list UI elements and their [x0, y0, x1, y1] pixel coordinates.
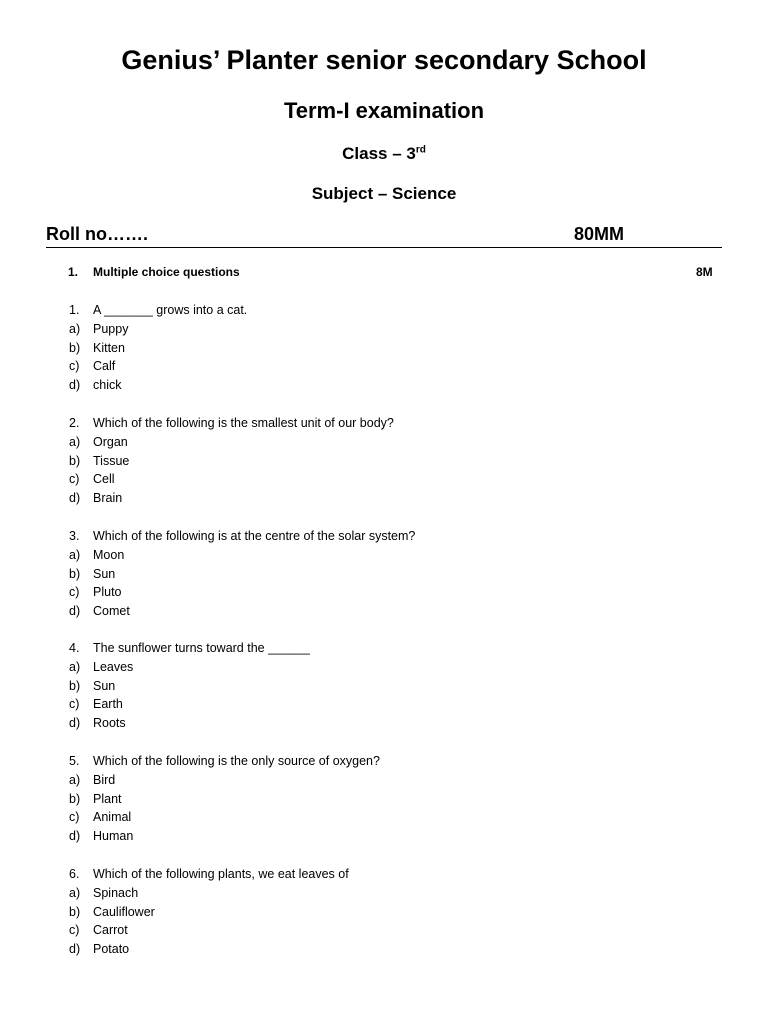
answer-option-text: Tissue — [93, 453, 130, 468]
answer-option-text: Potato — [93, 942, 130, 957]
answer-option-label: a) — [69, 659, 81, 674]
answer-option-label: a) — [69, 885, 81, 900]
answer-option-label: b) — [69, 340, 81, 355]
answer-option — [0, 472, 700, 490]
answer-option — [0, 378, 700, 396]
answer-option-label: a) — [69, 434, 81, 449]
answer-option-label: c) — [69, 585, 80, 600]
answer-option — [0, 905, 700, 923]
answer-option — [0, 435, 700, 453]
question-stem — [0, 416, 700, 434]
answer-option-label: a) — [69, 772, 81, 787]
question-stem-text: The sunflower turns toward the ______ — [93, 641, 310, 655]
answer-option-label: b) — [69, 678, 81, 693]
answer-option-text: Puppy — [93, 321, 129, 336]
answer-option — [0, 923, 700, 941]
class-line — [0, 144, 768, 164]
question-stem — [0, 303, 700, 321]
section-title: Multiple choice questions — [93, 265, 240, 279]
answer-option-label: b) — [69, 566, 81, 581]
answer-option-text: Leaves — [93, 659, 134, 674]
answer-option-text: Organ — [93, 434, 128, 449]
question-stem-text: A _______ grows into a cat. — [93, 303, 248, 317]
answer-option-label: d) — [69, 942, 81, 957]
answer-option — [0, 886, 700, 904]
answer-option-text: Cell — [93, 472, 115, 487]
answer-option-label: d) — [69, 491, 81, 506]
answer-option — [0, 491, 700, 509]
answer-option — [0, 792, 700, 810]
question-stem-text: Which of the following plants, we eat leaves of — [93, 867, 349, 881]
answer-option-text: Comet — [93, 604, 130, 619]
answer-option — [0, 773, 700, 791]
question-stem-label: 3. — [69, 529, 80, 543]
answer-option-text: Sun — [93, 678, 116, 693]
max-marks: 80MM — [574, 224, 625, 244]
answer-option — [0, 341, 700, 359]
answer-option-label: b) — [69, 453, 81, 468]
answer-option-label: b) — [69, 904, 81, 919]
answer-option-text: Kitten — [93, 340, 125, 355]
answer-option-label: a) — [69, 547, 81, 562]
class-text: Class – 3 — [342, 144, 416, 163]
answer-option — [0, 697, 700, 715]
answer-option — [0, 716, 700, 734]
answer-option-text: Spinach — [93, 885, 139, 900]
answer-option — [0, 548, 700, 566]
answer-option-text: Plant — [93, 791, 122, 806]
question-stem-label: 2. — [69, 416, 80, 430]
answer-option-text: Brain — [93, 491, 123, 506]
answer-option-label: d) — [69, 604, 81, 619]
answer-option-text: Human — [93, 829, 134, 844]
answer-option-text: Bird — [93, 772, 116, 787]
answer-option — [0, 810, 700, 828]
question-stem — [0, 641, 700, 659]
answer-option-label: c) — [69, 359, 80, 374]
answer-option-text: Carrot — [93, 923, 128, 938]
section-marks: 8M — [696, 265, 713, 279]
answer-option — [0, 322, 700, 340]
question-stem-label: 1. — [69, 303, 80, 317]
answer-option-label: c) — [69, 810, 80, 825]
answer-option-text: Roots — [93, 716, 126, 731]
answer-option-label: c) — [69, 697, 80, 712]
answer-option-text: Calf — [93, 359, 116, 374]
answer-option-label: c) — [69, 923, 80, 938]
answer-option-text: Earth — [93, 697, 123, 712]
answer-option-label: a) — [69, 321, 81, 336]
header-divider — [46, 247, 722, 248]
answer-option — [0, 679, 700, 697]
roll-number-label: Roll no……. — [46, 224, 148, 244]
answer-option-label: b) — [69, 791, 81, 806]
answer-option-text: Pluto — [93, 585, 122, 600]
answer-option-text: chick — [93, 378, 122, 393]
school-name: Genius’ Planter senior secondary School — [121, 45, 647, 75]
answer-option-text: Cauliflower — [93, 904, 155, 919]
question-stem — [0, 529, 700, 547]
question-stem-text: Which of the following is at the centre of the solar system? — [93, 529, 416, 543]
answer-option — [0, 942, 700, 960]
answer-option-label: d) — [69, 829, 81, 844]
question-stem-text: Which of the following is the only source of oxygen? — [93, 754, 380, 768]
section-number: 1. — [68, 265, 79, 279]
class-suffix: rd — [415, 144, 426, 156]
answer-option-label: d) — [69, 716, 81, 731]
question-stem-label: 5. — [69, 754, 80, 768]
subject-line: Subject – Science — [311, 184, 457, 203]
answer-option-label: d) — [69, 378, 81, 393]
answer-option-text: Moon — [93, 547, 125, 562]
answer-option — [0, 585, 700, 603]
answer-option — [0, 454, 700, 472]
answer-option — [0, 829, 700, 847]
answer-option — [0, 359, 700, 377]
answer-option-label: c) — [69, 472, 80, 487]
answer-option — [0, 567, 700, 585]
answer-option-text: Animal — [93, 810, 132, 825]
exam-title: Term-I examination — [283, 98, 485, 123]
question-stem-label: 6. — [69, 867, 80, 881]
answer-option — [0, 604, 700, 622]
answer-option — [0, 660, 700, 678]
question-stem — [0, 867, 700, 885]
question-stem-text: Which of the following is the smallest unit of our body? — [93, 416, 394, 430]
answer-option-text: Sun — [93, 566, 116, 581]
question-stem — [0, 754, 700, 772]
question-stem-label: 4. — [69, 641, 80, 655]
